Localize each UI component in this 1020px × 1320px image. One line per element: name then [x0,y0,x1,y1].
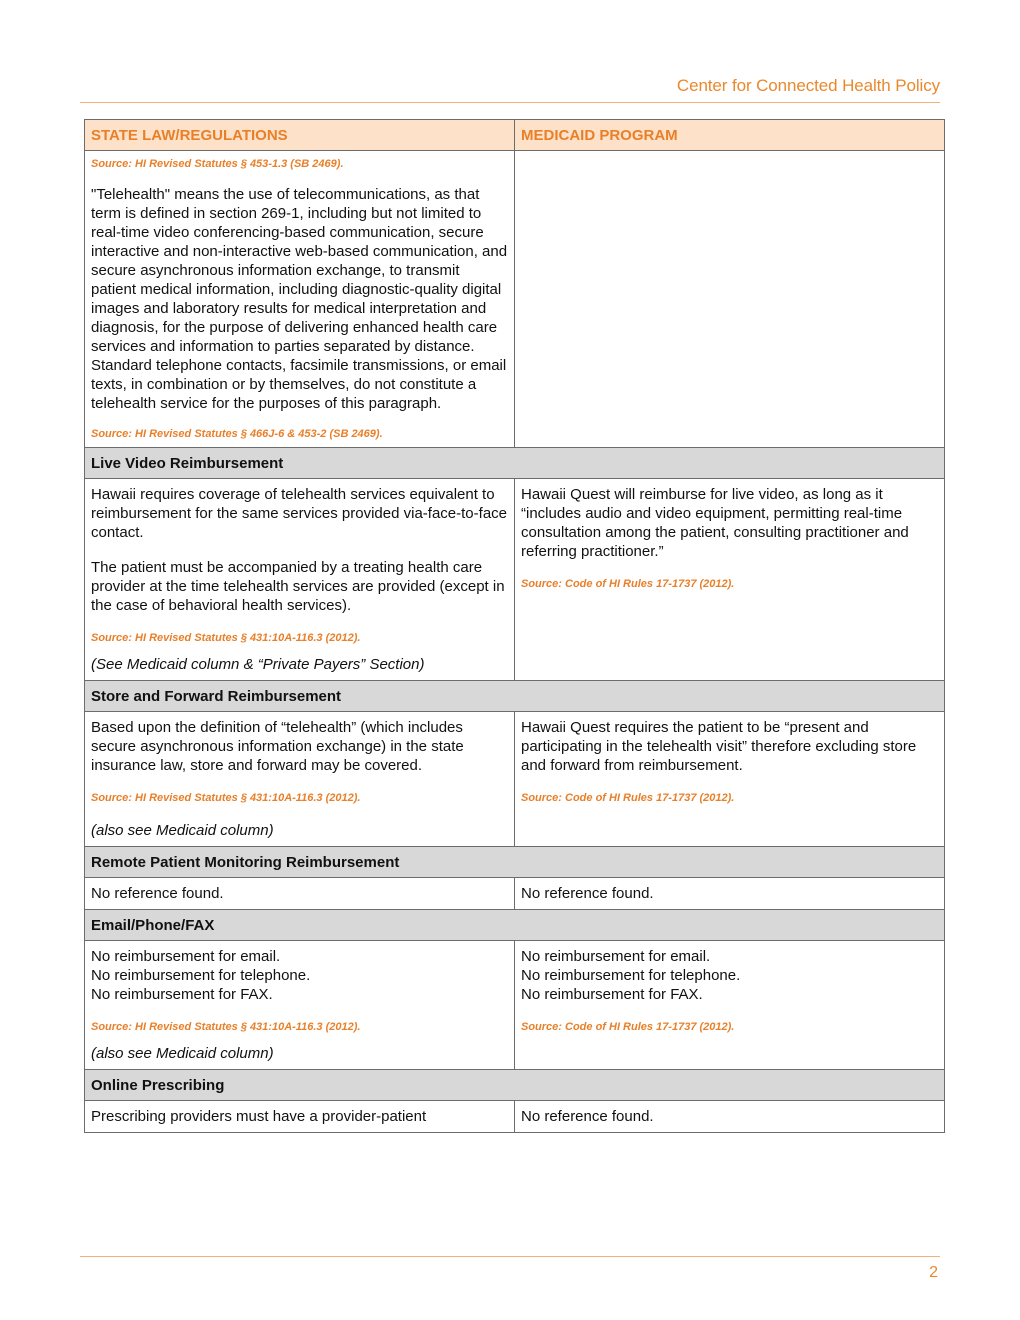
section-title-rpm: Remote Patient Monitoring Reimbursement [85,847,945,878]
live-video-state-source: Source: HI Revised Statutes § 431:10A-116.3 (2012). [91,632,361,644]
policy-table-container [84,119,944,1133]
email-phone-fax-state-line: No reimbursement for FAX. [91,986,273,1003]
page-number: 2 [929,1264,938,1281]
store-forward-state-text: Based upon the definition of “telehealth” (which includes secure asynchronous information exchange) in the state insurance law, store and forward may be covered. [91,719,464,774]
definition-source-bottom: Source: HI Revised Statutes § 466J-6 & 453-2 (SB 2469). [91,428,383,440]
live-video-state-text-2: The patient must be accompanied by a treating health care provider at the time telehealth services are provided (except in the case of behavioral health services). [91,559,505,614]
email-phone-fax-medicaid-cell [515,941,945,1070]
section-row-email-phone-fax [85,910,945,941]
table-row-rpm [85,878,945,910]
table-row-store-forward [85,712,945,847]
policy-table [84,119,945,1133]
online-prescribing-medicaid-text: No reference found. [521,1108,654,1125]
email-phone-fax-state-line: No reimbursement for email. [91,948,281,965]
email-phone-fax-medicaid-line: No reimbursement for FAX. [521,986,703,1003]
store-forward-medicaid-text: Hawaii Quest requires the patient to be “present and participating in the telehealth visit” therefore excluding store and forward from reimbursement. [521,719,917,774]
live-video-medicaid-text: Hawaii Quest will reimburse for live video, as long as it “includes audio and video equipment, permitting real-time consultation among the patient, consulting practitioner and referring practitioner.” [521,486,909,560]
online-prescribing-medicaid-cell [515,1101,945,1133]
live-video-state-note: (See Medicaid column & “Private Payers” Section) [91,656,425,673]
section-title-online-prescribing: Online Prescribing [85,1070,945,1101]
rpm-medicaid-cell [515,878,945,910]
email-phone-fax-state-source: Source: HI Revised Statutes § 431:10A-116.3 (2012). [91,1021,361,1033]
column-header-state-law: STATE LAW/REGULATIONS [85,120,515,151]
store-forward-medicaid-source: Source: Code of HI Rules 17-1737 (2012). [521,792,735,804]
table-header-row [85,120,945,151]
definition-text: "Telehealth" means the use of telecommunications, as that term is defined in section 269-1, including but not limited to real-time video conferencing-based communication, secure interactive and non-interactive web-based communication, and secure asynchronous information exchange, to transmit patient medical information, including diagnostic-quality digital images and laboratory results for medical interpretation and diagnosis, for the purpose of delivering enhanced health care services and information to parties separated by distance. Standard telephone contacts, facsimile transmissions, or email texts, in combination or by themselves, do not constitute a telehealth service for the purposes of this paragraph. [91,186,508,412]
live-video-state-text-1: Hawaii requires coverage of telehealth services equivalent to reimbursement for the same services provided via-face-to-face contact. [91,486,508,541]
table-row-live-video [85,479,945,681]
rpm-state-cell [85,878,515,910]
definition-state-cell [85,151,515,448]
store-forward-state-source: Source: HI Revised Statutes § 431:10A-116.3 (2012). [91,792,361,804]
footer-rule [80,1256,940,1257]
online-prescribing-state-cell [85,1101,515,1133]
email-phone-fax-medicaid-line: No reimbursement for telephone. [521,967,741,984]
email-phone-fax-state-note: (also see Medicaid column) [91,1045,274,1062]
section-row-online-prescribing [85,1070,945,1101]
email-phone-fax-medicaid-source: Source: Code of HI Rules 17-1737 (2012). [521,1021,735,1033]
table-row-email-phone-fax [85,941,945,1070]
section-title-live-video: Live Video Reimbursement [85,448,945,479]
email-phone-fax-state-line: No reimbursement for telephone. [91,967,311,984]
store-forward-state-note: (also see Medicaid column) [91,822,274,839]
section-row-live-video [85,448,945,479]
live-video-medicaid-cell [515,479,945,681]
store-forward-state-cell [85,712,515,847]
table-row-online-prescribing [85,1101,945,1133]
section-title-email-phone-fax: Email/Phone/FAX [85,910,945,941]
rpm-medicaid-text: No reference found. [521,885,654,902]
header-rule [80,102,940,103]
definition-source-top: Source: HI Revised Statutes § 453-1.3 (SB 2469). [91,158,344,170]
live-video-medicaid-source: Source: Code of HI Rules 17-1737 (2012). [521,578,735,590]
online-prescribing-state-text: Prescribing providers must have a provider-patient [91,1108,427,1125]
email-phone-fax-medicaid-line: No reimbursement for email. [521,948,711,965]
store-forward-medicaid-cell [515,712,945,847]
header-organization: Center for Connected Health Policy [676,76,940,95]
section-row-rpm [85,847,945,878]
section-row-store-forward [85,681,945,712]
rpm-state-text: No reference found. [91,885,224,902]
table-row-definition [85,151,945,448]
section-title-store-forward: Store and Forward Reimbursement [85,681,945,712]
column-header-medicaid: MEDICAID PROGRAM [515,120,945,151]
live-video-state-cell [85,479,515,681]
email-phone-fax-state-cell [85,941,515,1070]
definition-medicaid-cell [515,151,945,448]
